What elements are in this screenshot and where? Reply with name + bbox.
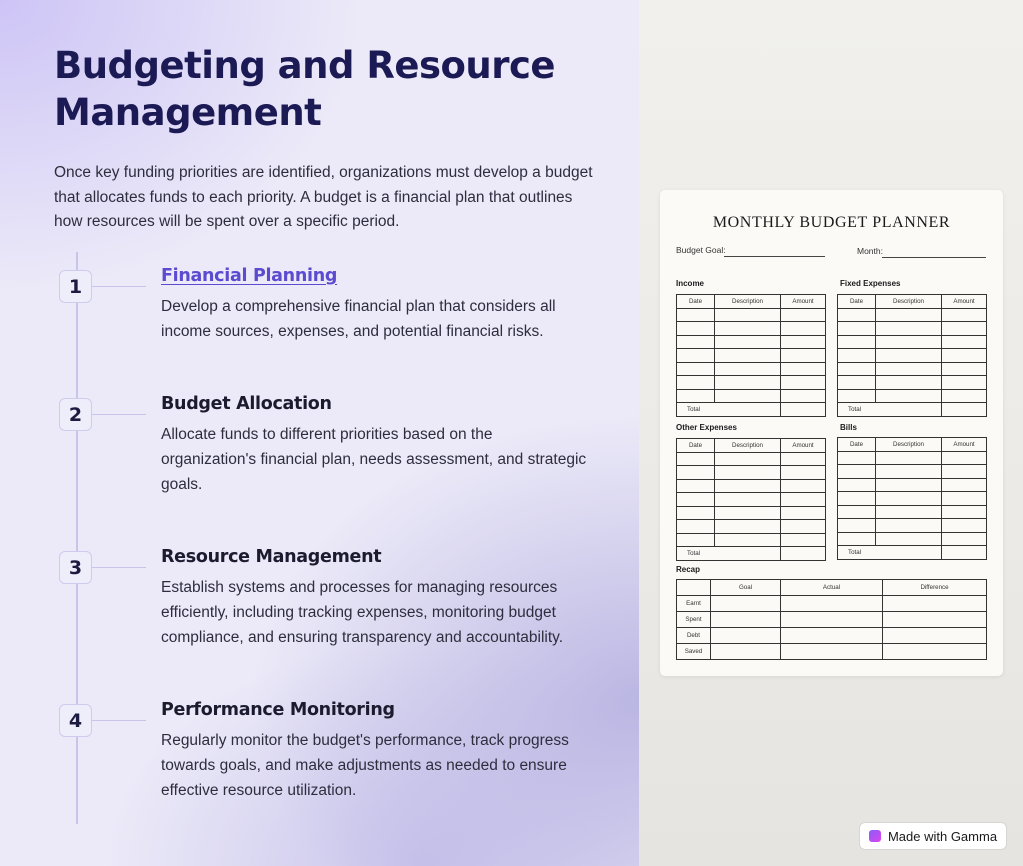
other-expenses-table: Date Description Amount Total — [676, 438, 826, 561]
page-title: Budgeting and Resource Management — [54, 44, 556, 134]
step-title: Resource Management — [161, 547, 382, 567]
gamma-logo-icon — [869, 830, 881, 842]
step-connector — [92, 286, 146, 287]
bills-label: Bills — [840, 423, 857, 432]
step-number-badge: 2 — [59, 398, 92, 431]
step-connector — [92, 414, 146, 415]
made-with-gamma-label: Made with Gamma — [887, 828, 998, 844]
step-connector — [92, 567, 146, 568]
step-description: Develop a comprehensive financial plan that considers all income sources, expenses, and potential financial risks. — [161, 298, 556, 340]
step-number-badge: 1 — [59, 270, 92, 303]
step-title: Performance Monitoring — [161, 700, 395, 720]
income-label: Income — [676, 279, 705, 288]
step-connector — [92, 720, 146, 721]
other-expenses-label: Other Expenses — [676, 423, 737, 432]
step-description: Establish systems and processes for managing resources efficiently, including tracking expenses, monitoring budget compliance, and ensuring transparency and accountability. — [161, 579, 564, 646]
step-description: Regularly monitor the budget's performance, track progress towards goals, and make adjustments as needed to ensure effective resource utilization. — [161, 732, 569, 799]
month-line — [882, 257, 986, 258]
budget-goal-line — [724, 256, 825, 257]
planner-title: MONTHLY BUDGET PLANNER — [712, 214, 951, 231]
income-table: Date Description Amount Total — [676, 294, 826, 417]
step-title: Budget Allocation — [161, 394, 332, 414]
recap-table: Goal Actual Difference Earnt Spent Debt Saved — [676, 579, 987, 660]
recap-label: Recap — [676, 565, 701, 574]
step-number-badge: 3 — [59, 551, 92, 584]
step-number-badge: 4 — [59, 704, 92, 737]
budget-goal-label: Budget Goal: — [676, 245, 726, 255]
intro-paragraph: Once key funding priorities are identified, organizations must develop a budget that allocates funds to each priority. A budget is a financial plan that outlines how resources will be spent over a specific period. — [54, 164, 593, 230]
fixed-expenses-label: Fixed Expenses — [840, 279, 901, 288]
month-label: Month: — [857, 246, 883, 256]
timeline-line — [76, 252, 78, 824]
step-title-link[interactable]: Financial Planning — [161, 266, 338, 286]
bills-table: Date Description Amount Total — [837, 437, 987, 560]
step-description: Allocate funds to different priorities based on the organization's financial plan, needs assessment, and strategic goals. — [161, 426, 587, 493]
made-with-gamma-button[interactable] — [859, 822, 1007, 850]
fixed-expenses-table: Date Description Amount Total — [837, 294, 987, 417]
budget-planner-image — [660, 190, 1003, 676]
